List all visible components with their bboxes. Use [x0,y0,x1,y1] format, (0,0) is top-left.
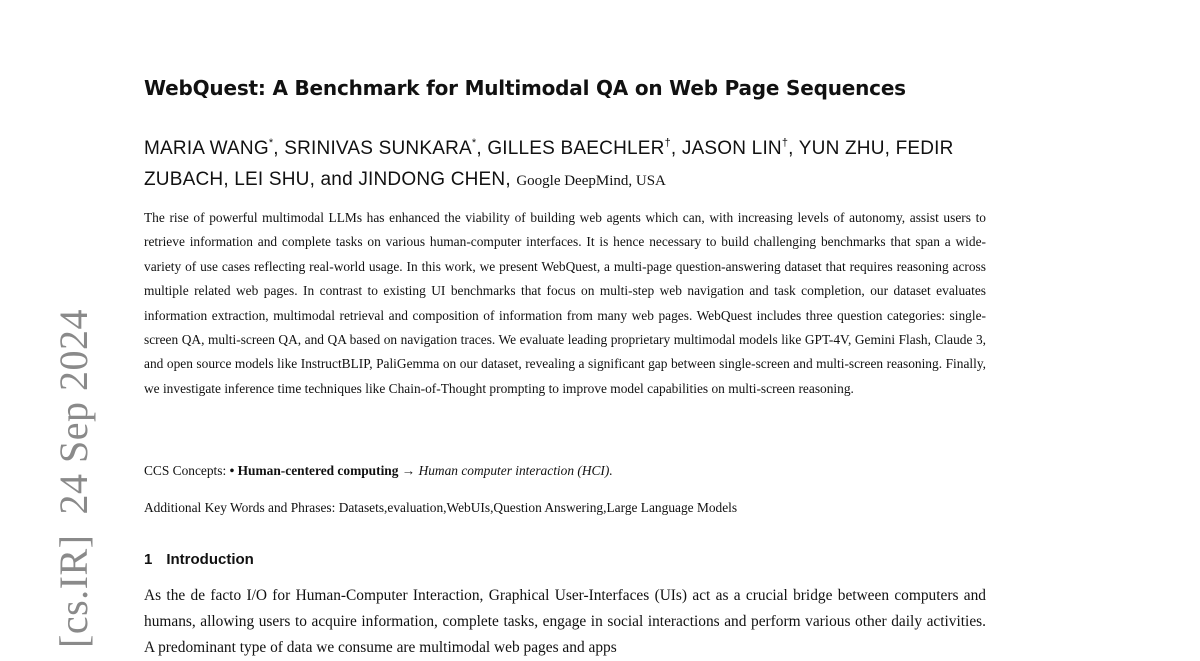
dagger-mark: † [781,137,789,149]
section-title: Introduction [166,551,254,568]
ccs-label: CCS Concepts: [144,463,227,478]
ccs-arrow: → [401,463,416,478]
introduction-paragraph: As the de facto I/O for Human-Computer Interaction, Graphical User-Interfaces (UIs) act as a crucial bridge between computers and humans, allowing users to acquire information, complete tasks, engage in social interactions and perform various other daily activities. A predominant type of data we consume are multimodal web pages and apps [144,587,986,656]
author-names: , YUN ZHU, FEDIR ZUBACH, LEI SHU, and JINDONG CHEN, [144,138,954,190]
arxiv-date: 24 Sep 2024 [51,309,96,515]
author-names: MARIA WANG [144,138,269,159]
author-list [144,128,986,197]
keywords [144,500,737,516]
keywords-label: Additional Key Words and Phrases: [144,500,336,515]
dagger-mark: † [664,137,671,149]
abstract: The rise of powerful multimodal LLMs has enhanced the viability of building web agents which can, with increasing levels of autonomy, assist users to retrieve information and complete tasks on various human-computer interfaces. It is hence necessary to build challenging benchmarks that span a wide-variety of use cases reflecting real-world usage. In this work, we present WebQuest, a multi-page question-answering dataset that requires reasoning across multiple related web pages. In contrast to existing UI benchmarks that focus on multi-step web navigation and task completion, our dataset evaluates information extraction, multimodal retrieval and composition of information from many web pages. WebQuest includes three question categories: single-screen QA, multi-screen QA, and QA based on navigation traces. We evaluate leading proprietary multimodal models like GPT-4V, Gemini Flash, Claude 3, and open source models like InstructBLIP, PaliGemma on our dataset, revealing a significant gap between single-screen and multi-screen reasoning. Finally, we investigate inference time techniques like Chain-of-Thought prompting to improve model capabilities on multi-screen reasoning. [144,210,986,396]
paper-title: WebQuest: A Benchmark for Multimodal QA on Web Page Sequences [144,76,906,100]
ccs-subconcept: Human computer interaction (HCI). [418,463,613,478]
section-heading [144,551,254,568]
ccs-concept: Human-centered computing [237,463,399,478]
keywords-value: Datasets,evaluation,WebUIs,Question Answering,Large Language Models [338,500,738,515]
ccs-concepts [144,463,613,479]
equal-contribution-mark: * [471,137,477,149]
author-names: , JASON LIN [670,138,782,159]
arxiv-category: [cs.IR] [51,534,96,648]
author-names: , SRINIVAS SUNKARA [273,138,472,159]
ccs-bullet: • [229,463,235,478]
equal-contribution-mark: * [268,137,274,149]
arxiv-sidebar-stamp [50,289,97,648]
author-affiliation: Google DeepMind, USA [516,173,666,189]
section-number: 1 [144,551,153,568]
author-names: , GILLES BAECHLER [476,138,665,159]
